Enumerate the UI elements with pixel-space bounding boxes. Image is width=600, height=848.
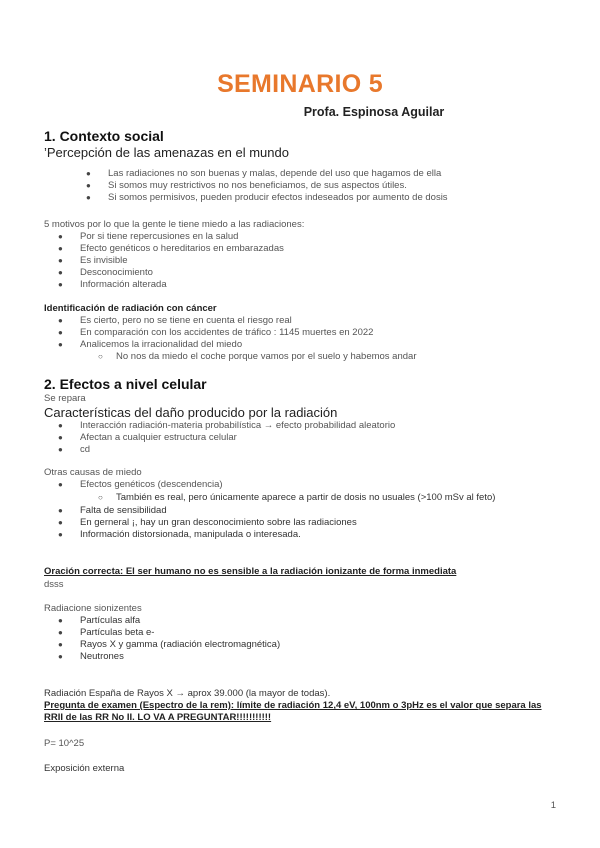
- list-item: [58, 327, 374, 339]
- bullet-icon: ●: [58, 518, 63, 527]
- motives-intro: 5 motivos por lo que la gente le tiene miedo a las radiaciones:: [44, 219, 305, 230]
- list-item-text: Analicemos la irracionalidad del miedo: [80, 339, 243, 350]
- motives-list: [58, 231, 284, 291]
- list-item: [98, 492, 496, 504]
- list-item-text: Información alterada: [80, 279, 167, 290]
- list-item: [58, 479, 223, 491]
- bullet-icon: ●: [58, 232, 63, 241]
- list-item-text: Si somos permisivos, pueden producir efectos indeseados por aumento de dosis: [108, 192, 448, 203]
- list-item-text: Neutrones: [80, 651, 124, 662]
- bullet-icon: ●: [58, 328, 63, 337]
- list-item-text: Es cierto, pero no se tiene en cuenta el riesgo real: [80, 315, 292, 326]
- list-item-text: Desconocimiento: [80, 267, 153, 278]
- page-number: 1: [550, 800, 556, 811]
- section-1-subheading: ’Percepción de las amenazas en el mundo: [44, 145, 289, 160]
- bullet-icon: ●: [58, 340, 63, 349]
- bullet-icon: ●: [58, 506, 63, 515]
- dsss-text: dsss: [44, 579, 64, 590]
- formula-text: P= 10^25: [44, 738, 85, 749]
- page-title: SEMINARIO 5: [217, 70, 383, 98]
- ionizantes-list: [58, 615, 281, 663]
- list-item: [58, 615, 280, 627]
- list-item-text: Las radiaciones no son buenas y malas, depende del uso que hagamos de ella: [108, 168, 442, 179]
- otras-sublist: [98, 492, 496, 504]
- pregunta-examen-line2: RRII de las RR No II. LO VA A PREGUNTAR!!!!!!!!!!!: [44, 712, 272, 723]
- section-2-bullets: [58, 420, 396, 456]
- bullet-icon: ●: [58, 640, 63, 649]
- list-item-text: Efectos genéticos (descendencia): [80, 479, 223, 490]
- list-item-text: Si somos muy restrictivos no nos beneficiamos, de sus aspectos útiles.: [108, 180, 407, 191]
- otras-list-b: [58, 505, 357, 541]
- sub-bullet-icon: ○: [98, 352, 103, 361]
- bullet-icon: ●: [58, 616, 63, 625]
- bullet-icon: ●: [58, 421, 63, 430]
- list-item: [86, 180, 448, 192]
- rayos-x-text: Radiación España de Rayos X → aprox 39.000 (la mayor de todas).: [44, 688, 331, 699]
- list-item-text: No nos da miedo el coche porque vamos por el suelo y habemos andar: [116, 351, 417, 362]
- bullet-icon: ●: [58, 652, 63, 661]
- section-1-bullets: [86, 168, 448, 204]
- bullet-icon: ●: [86, 169, 91, 178]
- list-item: [58, 639, 281, 651]
- list-item: [58, 243, 284, 255]
- otras-list-a: [58, 479, 223, 491]
- cancer-list: [58, 315, 374, 351]
- list-item-text: Por si tiene repercusiones en la salud: [80, 231, 239, 242]
- bullet-icon: ●: [58, 433, 63, 442]
- list-item: [86, 192, 448, 204]
- bullet-icon: ●: [58, 480, 63, 489]
- list-item: [58, 517, 357, 529]
- list-item-text: Afectan a cualquier estructura celular: [80, 432, 237, 443]
- bullet-icon: ●: [58, 268, 63, 277]
- list-item: [58, 339, 373, 351]
- list-item-text: También es real, pero únicamente aparece a partir de dosis no usuales (>100 mSv al feto): [116, 492, 496, 503]
- subtitle-text: Profa. Espinosa Aguilar: [303, 105, 445, 119]
- list-item-text: En comparación con los accidentes de tráfico : 1145 muertes en 2022: [80, 327, 374, 338]
- list-item-text: cd: [80, 444, 91, 455]
- bullet-icon: ●: [58, 280, 63, 289]
- list-item-text: Partículas beta e-: [80, 627, 155, 638]
- list-item: [58, 267, 284, 279]
- list-item: [86, 168, 448, 180]
- pregunta-examen-line1: Pregunta de examen (Espectro de la rem): límite de radiación 12,4 eV, 100nm o 3pHz es el valor que separa las: [44, 700, 542, 711]
- list-item-text: Es invisible: [80, 255, 128, 266]
- cancer-sublist: [98, 351, 417, 363]
- ionizantes-intro: Radiacione sionizentes: [44, 603, 142, 614]
- list-item: [58, 231, 284, 243]
- list-item: [58, 279, 284, 291]
- list-item: [58, 505, 357, 517]
- section-2-subheading: Características del daño producido por la radiación: [44, 405, 338, 420]
- sub-bullet-icon: ○: [98, 493, 103, 502]
- list-item-text: Falta de sensibilidad: [80, 505, 167, 516]
- exposicion-text: Exposición externa: [44, 763, 125, 774]
- list-item: [58, 444, 395, 456]
- list-item: [98, 351, 417, 363]
- bullet-icon: ●: [58, 530, 63, 539]
- list-item-text: Efecto genéticos o hereditarios en embarazadas: [80, 243, 284, 254]
- oracion-correcta: Oración correcta: El ser humano no es sensible a la radiación ionizante de forma inmediata: [44, 566, 457, 577]
- repara-text: Se repara: [44, 393, 86, 404]
- section-1-heading: 1. Contexto social: [44, 128, 164, 144]
- list-item-text: Partículas alfa: [80, 615, 141, 626]
- list-item-text: Rayos X y gamma (radiación electromagnética): [80, 639, 281, 650]
- section-2-heading: 2. Efectos a nivel celular: [44, 376, 207, 392]
- otras-intro: Otras causas de miedo: [44, 467, 142, 478]
- list-item: [58, 529, 357, 541]
- list-item: [58, 627, 280, 639]
- list-item: [58, 651, 280, 663]
- list-item: [58, 432, 395, 444]
- list-item-text: Interacción radiación-materia probabilística → efecto probabilidad aleatorio: [80, 420, 396, 431]
- list-item: [58, 255, 284, 267]
- bullet-icon: ●: [58, 244, 63, 253]
- bullet-icon: ●: [58, 316, 63, 325]
- bullet-icon: ●: [86, 193, 91, 202]
- list-item: [58, 420, 396, 432]
- page-subtitle: [0, 105, 600, 119]
- bullet-icon: ●: [58, 628, 63, 637]
- list-item-text: En gerneral ¡, hay un gran desconocimiento sobre las radiaciones: [80, 517, 357, 528]
- list-item: [58, 315, 373, 327]
- bullet-icon: ●: [58, 445, 63, 454]
- list-item-text: Información distorsionada, manipulada o interesada.: [80, 529, 301, 540]
- cancer-heading: Identificación de radiación con cáncer: [44, 303, 217, 314]
- bullet-icon: ●: [58, 256, 63, 265]
- bullet-icon: ●: [86, 181, 91, 190]
